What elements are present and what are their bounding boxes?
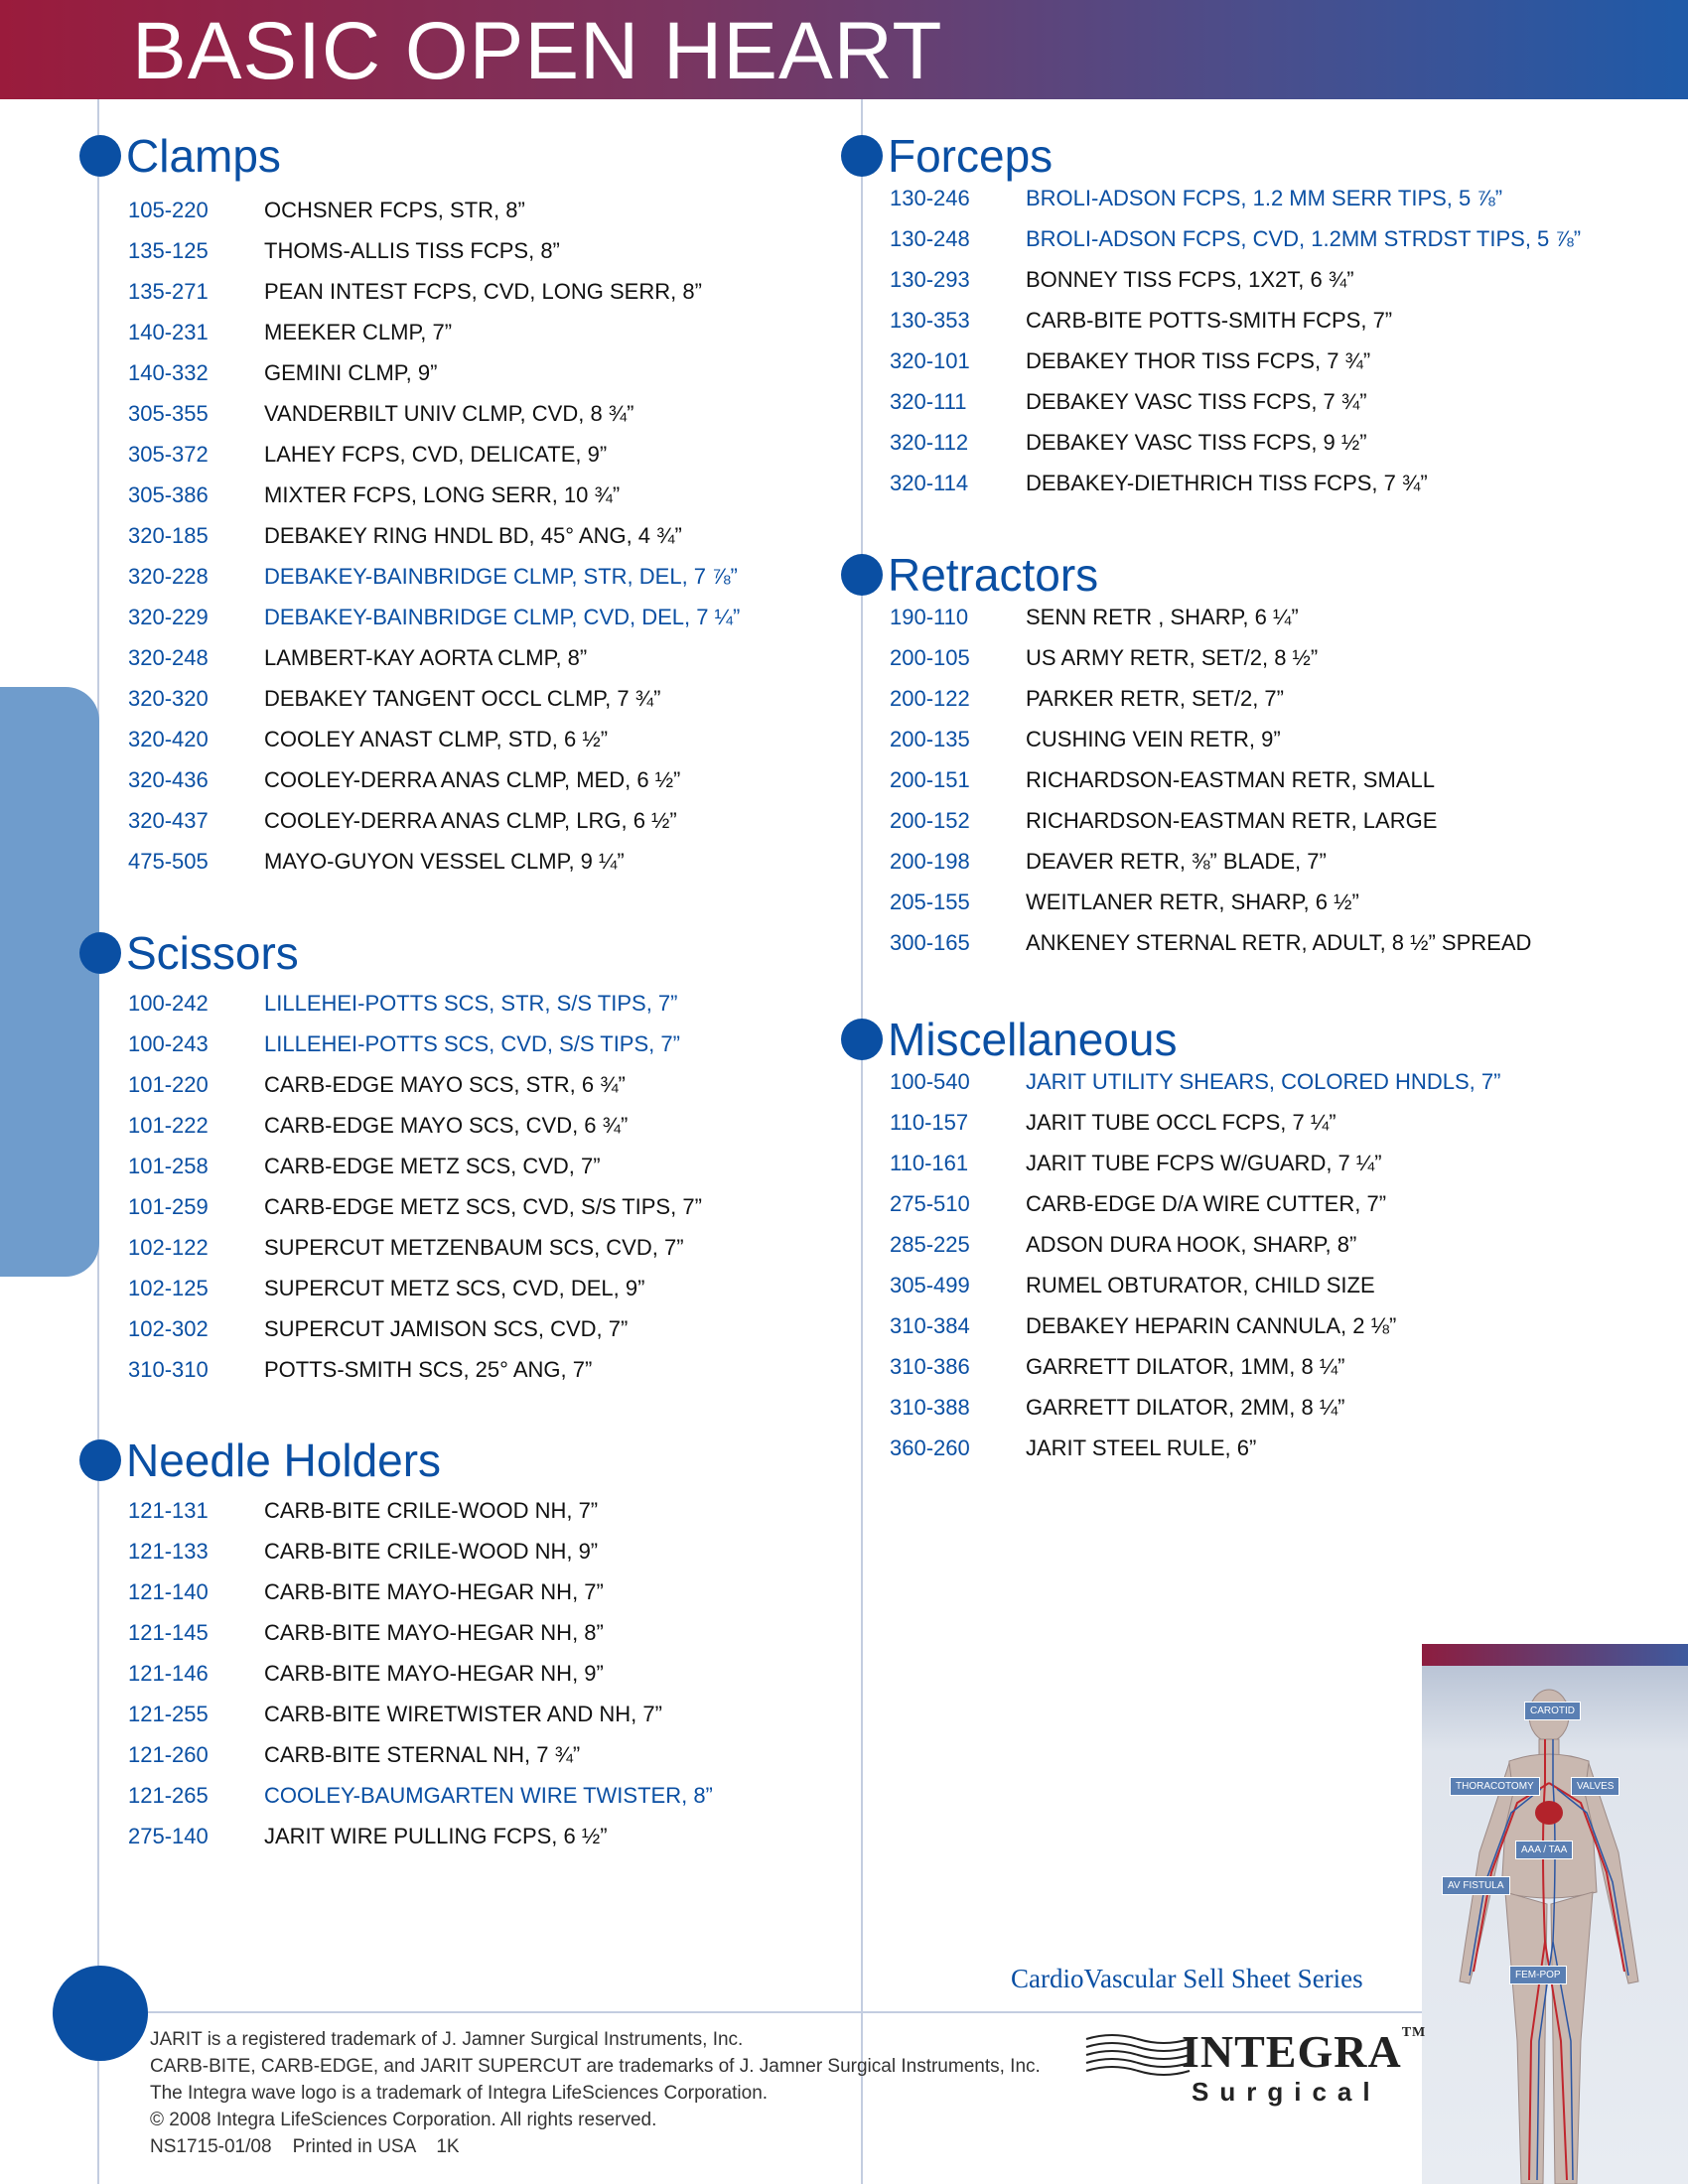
item-number: 110-157 xyxy=(890,1110,969,1135)
item-description: JARIT TUBE OCCL FCPS, 7 ¼” xyxy=(1026,1110,1336,1135)
tag-fem-pop: FEM-POP xyxy=(1509,1966,1567,1984)
item-description: PARKER RETR, SET/2, 7” xyxy=(1026,686,1284,711)
item-description: BROLI-ADSON FCPS, CVD, 1.2MM STRDST TIPS, 5 ⅞” xyxy=(1026,226,1582,251)
section-title: Retractors xyxy=(888,549,1099,601)
list-item xyxy=(890,1387,1675,1428)
list-item xyxy=(890,678,1675,719)
item-number: 130-293 xyxy=(890,267,970,292)
list-item xyxy=(128,1308,854,1349)
item-number: 275-510 xyxy=(890,1191,970,1216)
page-title: BASIC OPEN HEART xyxy=(132,6,943,96)
item-number: 140-231 xyxy=(128,320,209,344)
item-description: OCHSNER FCPS, STR, 8” xyxy=(264,198,525,222)
item-description: DEBAKEY VASC TISS FCPS, 7 ¾” xyxy=(1026,389,1367,414)
tag-thoracotomy: THORACOTOMY xyxy=(1450,1777,1540,1796)
item-number: 475-505 xyxy=(128,849,209,874)
list-item xyxy=(128,1186,854,1227)
item-number: 320-436 xyxy=(128,767,209,792)
footer-line: © 2008 Integra LifeSciences Corporation. All rights reserved. xyxy=(150,2110,657,2130)
list-item xyxy=(890,759,1675,800)
item-number: 135-271 xyxy=(128,279,209,304)
list-item xyxy=(890,1061,1675,1102)
item-number: 320-228 xyxy=(128,564,209,589)
item-number: 121-145 xyxy=(128,1620,209,1645)
tag-valves: VALVES xyxy=(1571,1777,1619,1796)
item-number: 200-198 xyxy=(890,849,970,874)
logo-wordmark xyxy=(1182,2025,1426,2078)
list-item xyxy=(128,1349,854,1390)
footer-legal xyxy=(150,2026,1041,2160)
item-number: 121-131 xyxy=(128,1498,209,1523)
item-number: 135-125 xyxy=(128,238,209,263)
item-description: COOLEY-BAUMGARTEN WIRE TWISTER, 8” xyxy=(264,1783,713,1808)
section-forceps xyxy=(841,126,1675,503)
retractors-list xyxy=(890,597,1675,963)
item-number: 101-222 xyxy=(128,1113,209,1138)
item-description: RICHARDSON-EASTMAN RETR, LARGE xyxy=(1026,808,1438,833)
logo-name-text: INTEGRA xyxy=(1182,2026,1402,2077)
section-bullet-icon xyxy=(841,135,883,177)
item-description: VANDERBILT UNIV CLMP, CVD, 8 ¾” xyxy=(264,401,634,426)
item-number: 200-152 xyxy=(890,808,970,833)
list-item xyxy=(128,1268,854,1308)
footer-line: CARB-BITE, CARB-EDGE, and JARIT SUPERCUT are trademarks of J. Jamner Surgical Instruments, Inc. xyxy=(150,2056,1041,2077)
item-description: DEBAKEY TANGENT OCCL CLMP, 7 ¾” xyxy=(264,686,661,711)
tag-av-fistula: AV FISTULA xyxy=(1442,1876,1510,1895)
anatomy-illustration xyxy=(1422,1644,1688,2184)
list-item xyxy=(890,381,1675,422)
footer-line: JARIT is a registered trademark of J. Jamner Surgical Instruments, Inc. xyxy=(150,2029,744,2050)
item-description: LILLEHEI-POTTS SCS, STR, S/S TIPS, 7” xyxy=(264,991,678,1016)
item-description: JARIT TUBE FCPS W/GUARD, 7 ¼” xyxy=(1026,1151,1382,1175)
list-item xyxy=(128,841,854,882)
item-description: GARRETT DILATOR, 1MM, 8 ¼” xyxy=(1026,1354,1345,1379)
right-column xyxy=(841,126,1675,1468)
item-number: 121-133 xyxy=(128,1539,209,1564)
section-title: Scissors xyxy=(126,927,299,979)
item-number: 110-161 xyxy=(890,1151,969,1175)
item-description: DEBAKEY HEPARIN CANNULA, 2 ⅛” xyxy=(1026,1313,1397,1338)
list-item xyxy=(128,393,854,434)
item-number: 200-151 xyxy=(890,767,970,792)
list-item xyxy=(128,312,854,352)
item-description: ADSON DURA HOOK, SHARP, 8” xyxy=(1026,1232,1357,1257)
item-description: CARB-BITE WIRETWISTER AND NH, 7” xyxy=(264,1702,662,1726)
list-item xyxy=(128,1146,854,1186)
logo-tm: TM xyxy=(1401,2025,1427,2040)
list-item xyxy=(128,271,854,312)
item-description: LILLEHEI-POTTS SCS, CVD, S/S TIPS, 7” xyxy=(264,1031,680,1056)
item-number: 130-246 xyxy=(890,186,970,210)
section-bullet-icon xyxy=(841,1019,883,1060)
list-item xyxy=(890,1346,1675,1387)
item-description: DEBAKEY RING HNDL BD, 45° ANG, 4 ¾” xyxy=(264,523,682,548)
item-number: 320-437 xyxy=(128,808,209,833)
item-description: CARB-BITE MAYO-HEGAR NH, 7” xyxy=(264,1579,604,1604)
section-header xyxy=(841,1010,1675,1069)
item-description: ANKENEY STERNAL RETR, ADULT, 8 ½” SPREAD xyxy=(1026,930,1532,955)
item-description: US ARMY RETR, SET/2, 8 ½” xyxy=(1026,645,1319,670)
item-number: 101-259 xyxy=(128,1194,209,1219)
item-description: GARRETT DILATOR, 2MM, 8 ¼” xyxy=(1026,1395,1345,1420)
list-item xyxy=(128,556,854,597)
list-item xyxy=(890,463,1675,503)
item-description: CARB-BITE MAYO-HEGAR NH, 8” xyxy=(264,1620,604,1645)
section-header xyxy=(841,545,1675,605)
item-description: LAMBERT-KAY AORTA CLMP, 8” xyxy=(264,645,588,670)
section-retractors xyxy=(841,545,1675,963)
integra-wave-icon xyxy=(1084,2031,1194,2081)
item-description: DEBAKEY-DIETHRICH TISS FCPS, 7 ¾” xyxy=(1026,471,1428,495)
footer-line: NS1715-01/08 Printed in USA 1K xyxy=(150,2136,460,2157)
item-description: LAHEY FCPS, CVD, DELICATE, 9” xyxy=(264,442,608,467)
item-number: 320-320 xyxy=(128,686,209,711)
list-item xyxy=(128,759,854,800)
section-miscellaneous xyxy=(841,1010,1675,1468)
logo-subtitle: Surgical xyxy=(1192,2077,1381,2107)
item-number: 200-122 xyxy=(890,686,970,711)
item-number: 102-125 xyxy=(128,1276,209,1300)
list-item xyxy=(128,1816,854,1856)
list-item xyxy=(890,422,1675,463)
forceps-list xyxy=(890,178,1675,503)
item-description: DEBAKEY THOR TISS FCPS, 7 ¾” xyxy=(1026,348,1371,373)
tag-carotid: CAROTID xyxy=(1524,1702,1581,1720)
item-description: CARB-EDGE D/A WIRE CUTTER, 7” xyxy=(1026,1191,1387,1216)
section-clamps xyxy=(79,126,854,882)
item-description: DEBAKEY-BAINBRIDGE CLMP, CVD, DEL, 7 ¼” xyxy=(264,605,741,629)
list-item xyxy=(890,882,1675,922)
item-number: 102-122 xyxy=(128,1235,209,1260)
item-description: SUPERCUT METZ SCS, CVD, DEL, 9” xyxy=(264,1276,645,1300)
item-number: 320-229 xyxy=(128,605,209,629)
list-item xyxy=(128,1571,854,1612)
item-number: 300-165 xyxy=(890,930,970,955)
list-item xyxy=(890,597,1675,637)
item-number: 121-255 xyxy=(128,1702,209,1726)
item-number: 100-540 xyxy=(890,1069,970,1094)
item-description: SENN RETR , SHARP, 6 ¼” xyxy=(1026,605,1299,629)
section-title: Clamps xyxy=(126,130,281,182)
needle-holders-list xyxy=(128,1490,854,1856)
left-column xyxy=(79,126,854,1856)
item-number: 121-140 xyxy=(128,1579,209,1604)
item-number: 320-248 xyxy=(128,645,209,670)
item-number: 100-242 xyxy=(128,991,209,1016)
item-number: 320-114 xyxy=(890,471,969,495)
list-item xyxy=(890,341,1675,381)
item-description: CARB-BITE CRILE-WOOD NH, 7” xyxy=(264,1498,599,1523)
item-number: 200-105 xyxy=(890,645,970,670)
list-item xyxy=(890,259,1675,300)
item-description: THOMS-ALLIS TISS FCPS, 8” xyxy=(264,238,560,263)
list-item xyxy=(890,1428,1675,1468)
item-description: JARIT UTILITY SHEARS, COLORED HNDLS, 7” xyxy=(1026,1069,1501,1094)
section-header xyxy=(841,126,1675,186)
item-number: 101-220 xyxy=(128,1072,209,1097)
item-description: SUPERCUT METZENBAUM SCS, CVD, 7” xyxy=(264,1235,684,1260)
list-item xyxy=(890,637,1675,678)
item-description: JARIT WIRE PULLING FCPS, 6 ½” xyxy=(264,1824,608,1848)
list-item xyxy=(128,352,854,393)
section-header xyxy=(79,1431,854,1490)
item-number: 305-372 xyxy=(128,442,209,467)
item-number: 320-185 xyxy=(128,523,209,548)
footer-circle-icon xyxy=(53,1966,148,2061)
item-number: 305-386 xyxy=(128,482,209,507)
item-number: 310-386 xyxy=(890,1354,970,1379)
list-item xyxy=(890,178,1675,218)
item-description: CARB-BITE STERNAL NH, 7 ¾” xyxy=(264,1742,581,1767)
section-header xyxy=(79,126,854,186)
item-description: GEMINI CLMP, 9” xyxy=(264,360,438,385)
human-body-vascular-icon xyxy=(1422,1644,1688,2184)
item-number: 320-111 xyxy=(890,389,967,414)
item-number: 305-499 xyxy=(890,1273,970,1297)
item-description: COOLEY-DERRA ANAS CLMP, LRG, 6 ½” xyxy=(264,808,677,833)
miscellaneous-list xyxy=(890,1061,1675,1468)
footer-rule xyxy=(97,2011,1422,2013)
list-item xyxy=(128,637,854,678)
item-number: 105-220 xyxy=(128,198,209,222)
list-item xyxy=(128,190,854,230)
section-title: Needle Holders xyxy=(126,1434,442,1486)
section-needle-holders xyxy=(79,1431,854,1856)
list-item xyxy=(890,300,1675,341)
item-description: CARB-BITE CRILE-WOOD NH, 9” xyxy=(264,1539,599,1564)
list-item xyxy=(890,719,1675,759)
item-description: MIXTER FCPS, LONG SERR, 10 ¾” xyxy=(264,482,621,507)
section-title: Forceps xyxy=(888,130,1054,182)
item-description: COOLEY ANAST CLMP, STD, 6 ½” xyxy=(264,727,609,751)
section-header xyxy=(79,923,854,983)
item-description: CUSHING VEIN RETR, 9” xyxy=(1026,727,1281,751)
list-item xyxy=(890,1143,1675,1183)
item-number: 121-260 xyxy=(128,1742,209,1767)
scissors-list xyxy=(128,983,854,1390)
item-number: 310-310 xyxy=(128,1357,209,1382)
item-description: JARIT STEEL RULE, 6” xyxy=(1026,1435,1257,1460)
item-number: 121-146 xyxy=(128,1661,209,1686)
section-title: Miscellaneous xyxy=(888,1014,1178,1065)
item-description: DEAVER RETR, ⅜” BLADE, 7” xyxy=(1026,849,1327,874)
item-number: 275-140 xyxy=(128,1824,209,1848)
page-header xyxy=(0,0,1688,99)
item-description: WEITLANER RETR, SHARP, 6 ½” xyxy=(1026,889,1359,914)
list-item xyxy=(128,1775,854,1816)
section-bullet-icon xyxy=(79,1439,121,1481)
item-number: 130-248 xyxy=(890,226,970,251)
item-description: CARB-EDGE METZ SCS, CVD, S/S TIPS, 7” xyxy=(264,1194,702,1219)
item-number: 101-258 xyxy=(128,1154,209,1178)
list-item xyxy=(128,230,854,271)
item-number: 320-420 xyxy=(128,727,209,751)
footer-line: The Integra wave logo is a trademark of Integra LifeSciences Corporation. xyxy=(150,2083,769,2104)
list-item xyxy=(128,1490,854,1531)
item-description: RICHARDSON-EASTMAN RETR, SMALL xyxy=(1026,767,1435,792)
item-description: COOLEY-DERRA ANAS CLMP, MED, 6 ½” xyxy=(264,767,681,792)
item-description: POTTS-SMITH SCS, 25° ANG, 7” xyxy=(264,1357,593,1382)
item-description: SUPERCUT JAMISON SCS, CVD, 7” xyxy=(264,1316,629,1341)
item-number: 310-388 xyxy=(890,1395,970,1420)
list-item xyxy=(128,1531,854,1571)
list-item xyxy=(128,800,854,841)
item-number: 130-353 xyxy=(890,308,970,333)
list-item xyxy=(128,678,854,719)
item-number: 305-355 xyxy=(128,401,209,426)
list-item xyxy=(128,597,854,637)
item-number: 140-332 xyxy=(128,360,209,385)
item-number: 121-265 xyxy=(128,1783,209,1808)
tag-aaa-taa: AAA / TAA xyxy=(1515,1841,1573,1859)
item-description: MAYO-GUYON VESSEL CLMP, 9 ¼” xyxy=(264,849,625,874)
clamps-list xyxy=(128,190,854,882)
item-number: 190-110 xyxy=(890,605,969,629)
list-item xyxy=(128,1734,854,1775)
list-item xyxy=(128,434,854,475)
item-number: 320-112 xyxy=(890,430,969,455)
list-item xyxy=(890,1102,1675,1143)
list-item xyxy=(128,475,854,515)
item-description: BROLI-ADSON FCPS, 1.2 MM SERR TIPS, 5 ⅞” xyxy=(1026,186,1503,210)
list-item xyxy=(128,1024,854,1064)
list-item xyxy=(890,218,1675,259)
list-item xyxy=(128,515,854,556)
item-number: 200-135 xyxy=(890,727,970,751)
item-description: CARB-EDGE MAYO SCS, CVD, 6 ¾” xyxy=(264,1113,629,1138)
item-description: CARB-EDGE MAYO SCS, STR, 6 ¾” xyxy=(264,1072,626,1097)
item-description: DEBAKEY VASC TISS FCPS, 9 ½” xyxy=(1026,430,1367,455)
item-description: PEAN INTEST FCPS, CVD, LONG SERR, 8” xyxy=(264,279,702,304)
list-item xyxy=(890,841,1675,882)
item-number: 102-302 xyxy=(128,1316,209,1341)
section-bullet-icon xyxy=(841,554,883,596)
list-item xyxy=(128,983,854,1024)
section-bullet-icon xyxy=(79,932,121,974)
list-item xyxy=(128,1612,854,1653)
item-number: 320-101 xyxy=(890,348,970,373)
list-item xyxy=(890,922,1675,963)
section-scissors xyxy=(79,923,854,1390)
list-item xyxy=(890,1224,1675,1265)
item-number: 360-260 xyxy=(890,1435,970,1460)
list-item xyxy=(128,1694,854,1734)
list-item xyxy=(128,1653,854,1694)
item-description: MEEKER CLMP, 7” xyxy=(264,320,453,344)
item-description: BONNEY TISS FCPS, 1X2T, 6 ¾” xyxy=(1026,267,1354,292)
series-title: CardioVascular Sell Sheet Series xyxy=(1011,1964,1363,1993)
list-item xyxy=(890,800,1675,841)
list-item xyxy=(128,1064,854,1105)
item-description: CARB-BITE POTTS-SMITH FCPS, 7” xyxy=(1026,308,1393,333)
section-bullet-icon xyxy=(79,135,121,177)
item-description: CARB-EDGE METZ SCS, CVD, 7” xyxy=(264,1154,601,1178)
item-number: 100-243 xyxy=(128,1031,209,1056)
list-item xyxy=(128,1105,854,1146)
list-item xyxy=(890,1183,1675,1224)
item-number: 205-155 xyxy=(890,889,970,914)
item-description: DEBAKEY-BAINBRIDGE CLMP, STR, DEL, 7 ⅞” xyxy=(264,564,738,589)
item-number: 310-384 xyxy=(890,1313,970,1338)
list-item xyxy=(128,1227,854,1268)
integra-logo xyxy=(1084,2025,1427,2107)
item-number: 285-225 xyxy=(890,1232,970,1257)
list-item xyxy=(890,1305,1675,1346)
list-item xyxy=(890,1265,1675,1305)
list-item xyxy=(128,719,854,759)
item-description: RUMEL OBTURATOR, CHILD SIZE xyxy=(1026,1273,1375,1297)
item-description: CARB-BITE MAYO-HEGAR NH, 9” xyxy=(264,1661,604,1686)
